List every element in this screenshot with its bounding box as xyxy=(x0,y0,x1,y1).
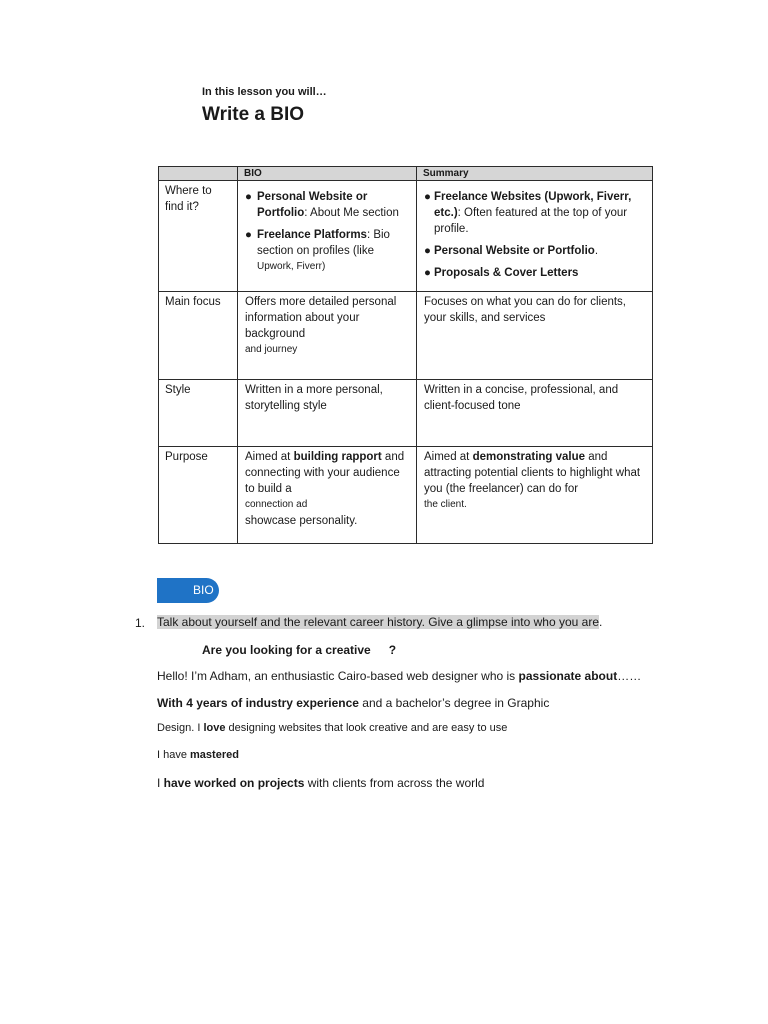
cell-where-bio xyxy=(238,181,417,292)
line-bold: love xyxy=(203,722,226,734)
table-row xyxy=(159,292,653,380)
bullet-icon: ● xyxy=(245,191,252,203)
cell-where-summary xyxy=(417,181,653,292)
line-text: and a bachelor’s degree in Graphic xyxy=(358,696,550,710)
line-text: Design. I xyxy=(157,722,204,734)
row-label-focus: Main focus xyxy=(159,292,238,380)
item-text: : Bio section on profiles (like xyxy=(257,229,390,257)
line-text: I have xyxy=(157,749,191,761)
table-header-row xyxy=(159,167,653,181)
cell-text: Aimed at xyxy=(424,451,473,463)
item-small-text: Upwork, Fiverr) xyxy=(257,261,326,272)
line-bold: mastered xyxy=(190,749,239,761)
answer-line-1 xyxy=(157,669,641,683)
cell-small-text: the client. xyxy=(424,499,467,510)
item-bold: Personal Website or Portfolio xyxy=(257,191,368,219)
bullet-icon: ● xyxy=(424,245,431,257)
table-row xyxy=(159,380,653,447)
line-text: with clients from across the world xyxy=(304,776,485,790)
bullet-icon: ● xyxy=(424,267,431,279)
cell-small-text: connection ad xyxy=(245,499,308,510)
line-text: designing websites that look creative and are easy to use xyxy=(225,722,508,734)
row-label-where: Where to find it? xyxy=(159,181,238,292)
line-text: …… xyxy=(617,669,642,683)
exercise-prompt xyxy=(157,614,602,631)
item-text: : About Me section xyxy=(304,207,399,219)
column-header-summary: Summary xyxy=(417,167,653,181)
line-bold: have worked on projects xyxy=(163,776,305,790)
table-row xyxy=(159,181,653,292)
cell-text: and attracting potential clients to highlight what you (the freelancer) can do for xyxy=(424,451,641,495)
cell-bold: building rapport xyxy=(293,451,382,463)
line-text: I xyxy=(157,776,164,790)
list-item xyxy=(424,265,645,281)
table-row xyxy=(159,447,653,544)
line-bold: With 4 years of industry experience xyxy=(157,696,359,710)
answer-line-5 xyxy=(157,776,484,790)
list-item xyxy=(424,189,645,237)
highlighted-prompt: Talk about yourself and the relevant career history. Give a glimpse into who you are xyxy=(157,615,600,629)
page-title: Write a BIO xyxy=(202,104,305,125)
line-bold: passionate about xyxy=(518,669,618,683)
section-tab-bio: BIO xyxy=(157,578,219,603)
cell-text: Aimed at xyxy=(245,451,294,463)
answer-line-2 xyxy=(157,696,549,710)
cell-small-text: and journey xyxy=(245,344,298,355)
cell-text: and connecting with your audience to build a xyxy=(245,451,405,495)
cell-purpose-summary xyxy=(417,447,653,544)
item-text: : Often featured at the top of your profile. xyxy=(434,207,628,235)
list-item xyxy=(424,243,645,259)
cell-focus-summary: Focuses on what you can do for clients, your skills, and services xyxy=(417,292,653,380)
cell-text: showcase personality. xyxy=(245,515,358,527)
bullet-icon: ● xyxy=(424,191,431,203)
row-label-purpose: Purpose xyxy=(159,447,238,544)
exercise-number: 1. xyxy=(135,616,146,630)
cell-style-bio: Written in a more personal, storytelling style xyxy=(238,380,417,447)
bullet-icon: ● xyxy=(245,229,252,241)
cell-purpose-bio xyxy=(238,447,417,544)
sub-question-mark: ? xyxy=(388,643,397,657)
item-text: . xyxy=(594,245,599,257)
cell-text: Offers more detailed personal information about your background xyxy=(245,296,397,340)
sub-question xyxy=(202,643,396,657)
row-label-style: Style xyxy=(159,380,238,447)
line-text: Hello! I’m Adham, an enthusiastic Cairo-based web designer who is xyxy=(157,669,519,683)
answer-line-4 xyxy=(157,749,239,761)
list-item xyxy=(245,227,409,275)
item-bold: Proposals & Cover Letters xyxy=(434,267,579,279)
cell-focus-bio xyxy=(238,292,417,380)
comparison-table xyxy=(158,166,653,544)
sub-question-text: Are you looking for a creative xyxy=(202,643,371,657)
item-bold: Personal Website or Portfolio xyxy=(434,245,595,257)
item-bold: Freelance Platforms xyxy=(257,229,367,241)
lesson-intro: In this lesson you will… xyxy=(202,86,327,98)
cell-style-summary: Written in a concise, professional, and client-focused tone xyxy=(417,380,653,447)
list-item xyxy=(245,189,409,221)
cell-bold: demonstrating value xyxy=(472,451,586,463)
column-header-bio: BIO xyxy=(238,167,417,181)
column-header-empty xyxy=(159,167,238,181)
prompt-end: . xyxy=(599,615,603,629)
answer-line-3 xyxy=(157,722,507,734)
item-bold: Freelance Websites (Upwork, Fiverr, etc.) xyxy=(434,191,632,219)
